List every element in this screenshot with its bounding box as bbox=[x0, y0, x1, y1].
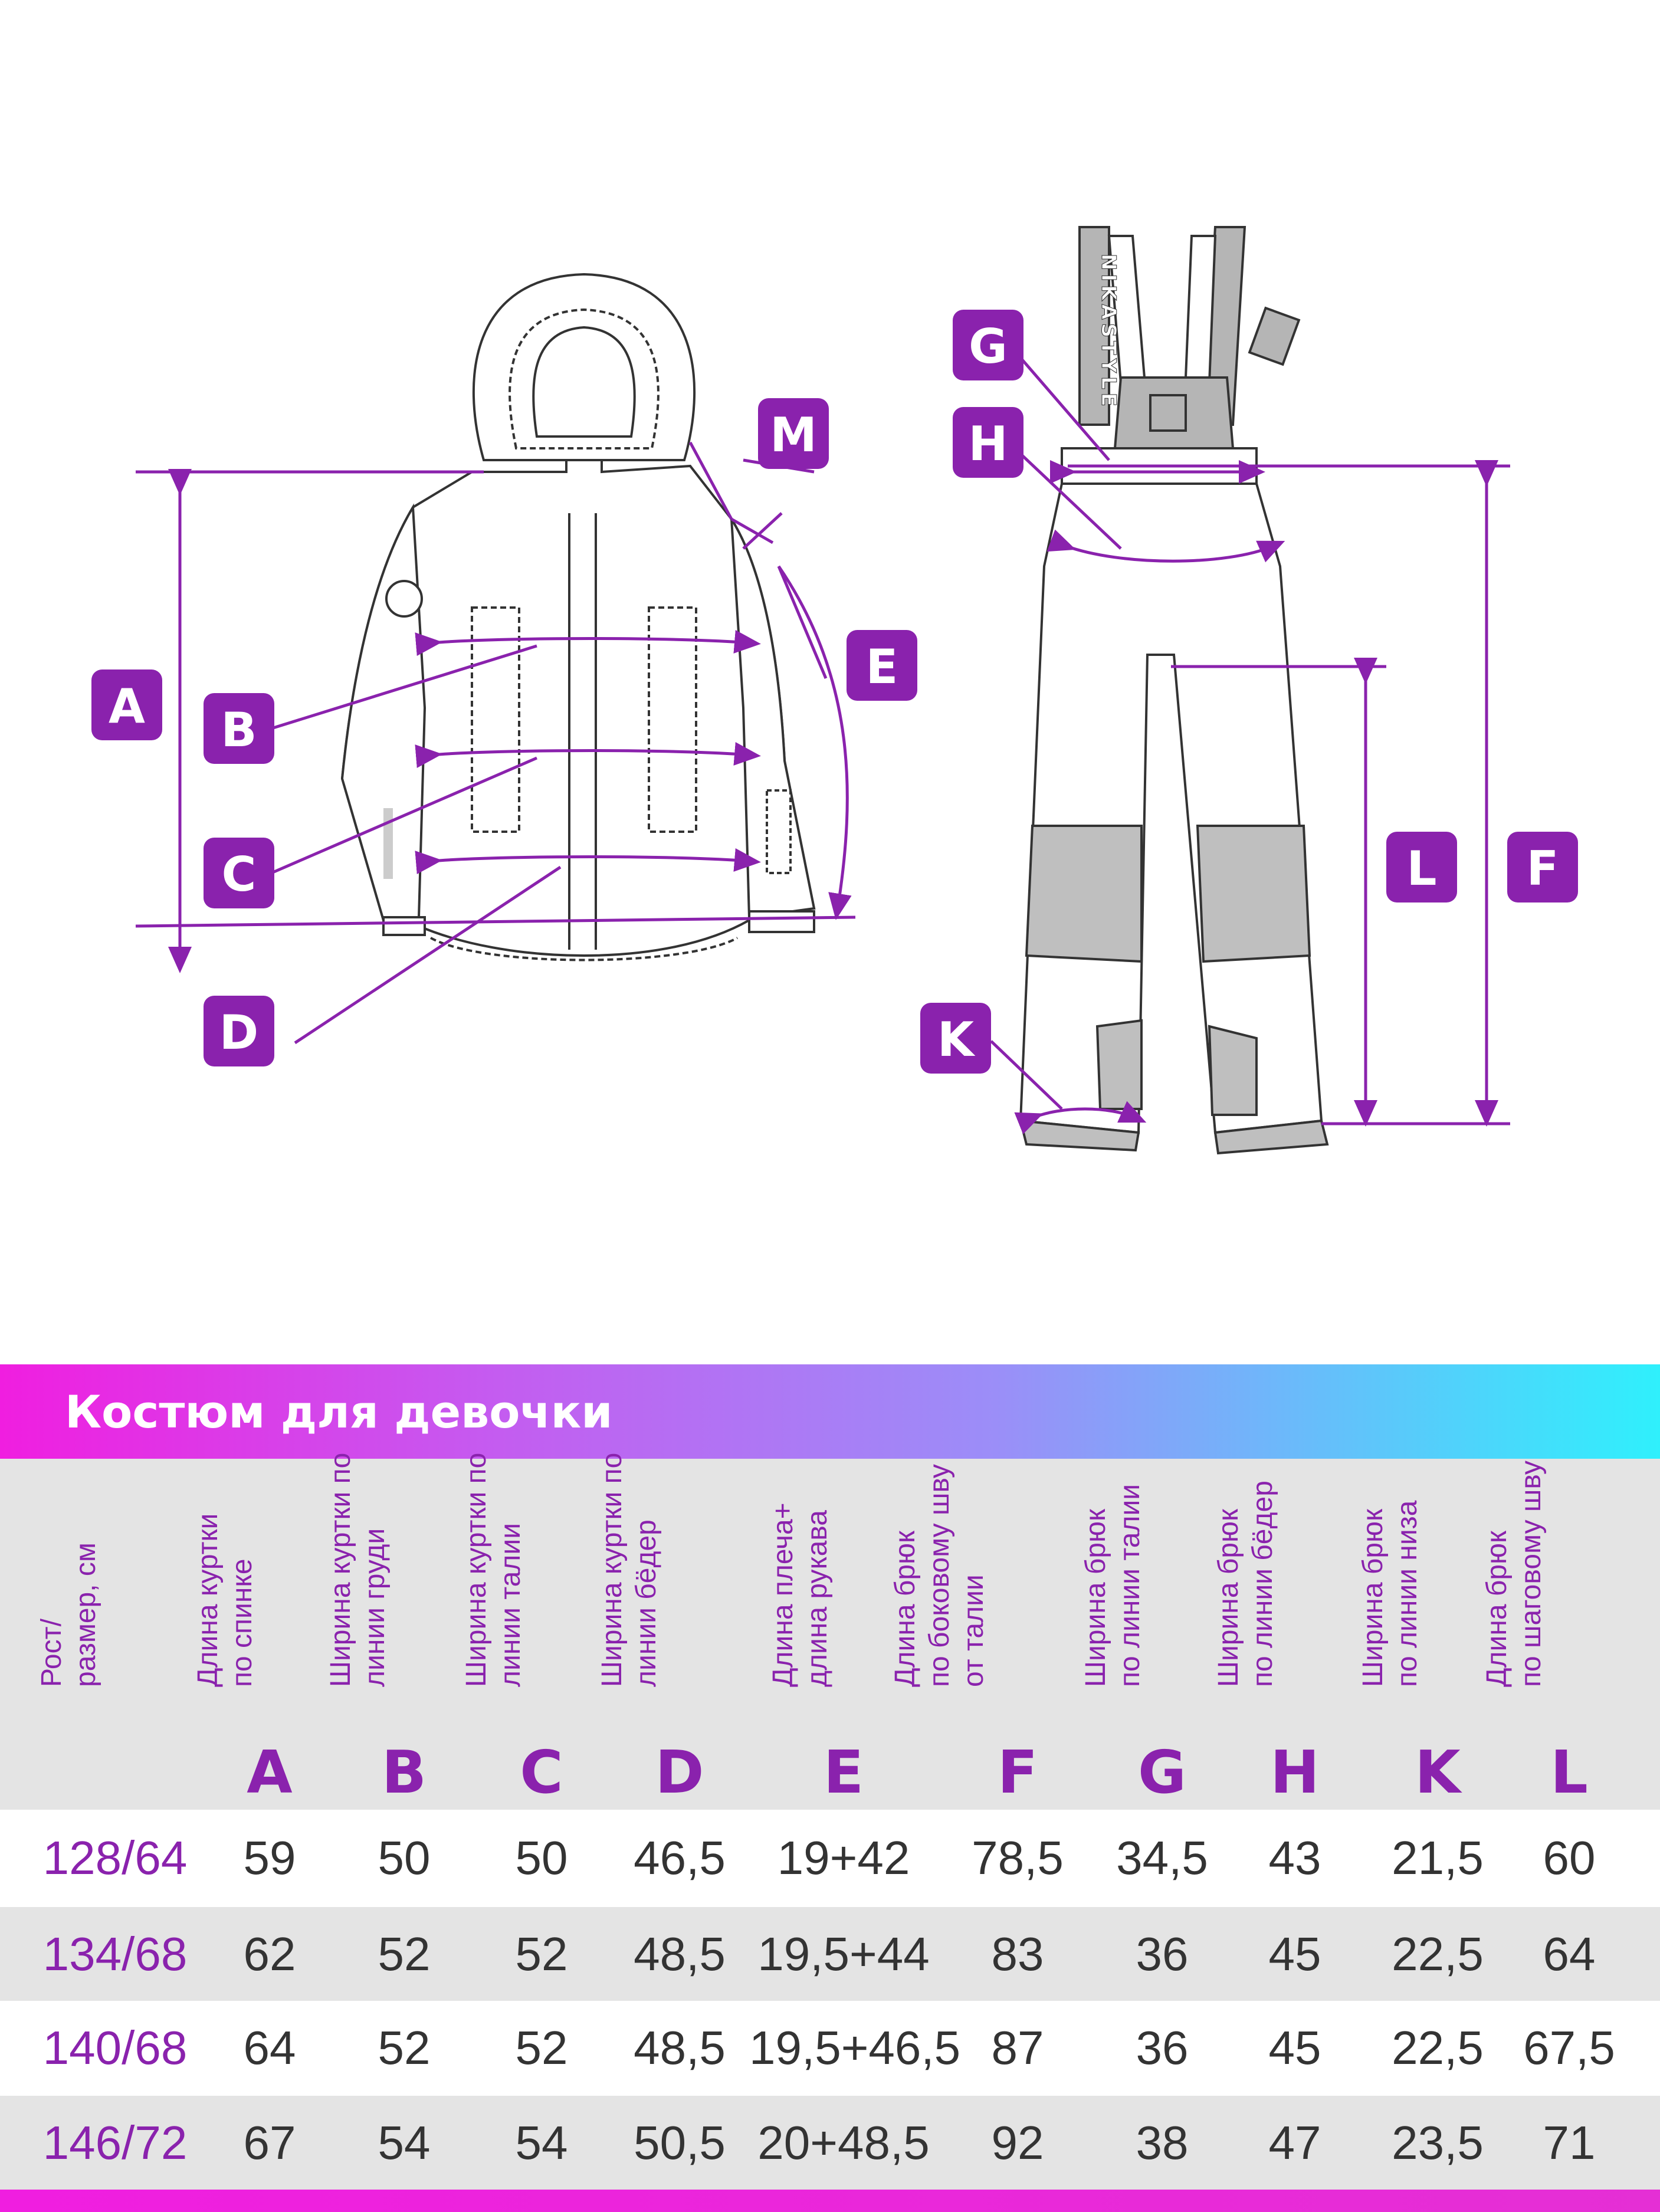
table-row bbox=[0, 2001, 1660, 2095]
cell-b: 52 bbox=[378, 2021, 431, 2074]
col-h-letter: H bbox=[1270, 1738, 1320, 1807]
table-row bbox=[0, 2096, 1660, 2190]
cell-g: 38 bbox=[1136, 2116, 1189, 2169]
col-d-desc: Ширина куртки по линии бёдер bbox=[596, 1452, 662, 1687]
col-a-desc: Длина куртки по спинке bbox=[192, 1513, 258, 1687]
cell-k: 22,5 bbox=[1392, 2021, 1484, 2074]
cell-d: 46,5 bbox=[634, 1832, 726, 1884]
cell-a: 62 bbox=[243, 1928, 296, 1980]
col-h-desc: Ширина брюк по линии бёдер bbox=[1213, 1481, 1278, 1687]
cell-k: 22,5 bbox=[1392, 1928, 1484, 1980]
cell-e: 20+48,5 bbox=[757, 2116, 930, 2169]
row-size: 134/68 bbox=[42, 1928, 188, 1980]
col-d-letter: D bbox=[655, 1738, 704, 1807]
col-g-letter: G bbox=[1137, 1738, 1187, 1807]
cell-f: 83 bbox=[991, 1928, 1044, 1980]
cell-l: 60 bbox=[1543, 1832, 1596, 1884]
cell-d: 50,5 bbox=[634, 2116, 726, 2169]
col-l-desc: Длина брюк по шаговому шву bbox=[1481, 1461, 1547, 1687]
row-size: 146/72 bbox=[42, 2116, 188, 2169]
brand-text: NIKASTYLE bbox=[1097, 254, 1120, 410]
badge-m-text: M bbox=[770, 408, 817, 462]
table-title: Костюм для девочки bbox=[65, 1386, 613, 1438]
col-c-letter: C bbox=[520, 1738, 563, 1807]
badge-b-text: B bbox=[221, 703, 257, 757]
cell-c: 52 bbox=[515, 1928, 568, 1980]
cell-k: 23,5 bbox=[1392, 2116, 1484, 2169]
cell-e: 19,5+44 bbox=[757, 1928, 930, 1980]
col-k-letter: K bbox=[1415, 1738, 1461, 1807]
badge-h-text: H bbox=[968, 416, 1008, 471]
cell-l: 71 bbox=[1543, 2116, 1596, 2169]
col-g-desc: Ширина брюк по линии талии bbox=[1080, 1484, 1146, 1687]
cell-b: 52 bbox=[378, 1928, 431, 1980]
cell-g: 34,5 bbox=[1116, 1832, 1208, 1884]
table-row bbox=[0, 1907, 1660, 2001]
col-e-letter: E bbox=[823, 1738, 864, 1807]
col-e-desc: Длина плеча+ длина рукава bbox=[767, 1502, 833, 1687]
cell-h: 45 bbox=[1268, 2021, 1321, 2074]
cell-d: 48,5 bbox=[634, 1928, 726, 1980]
cell-a: 64 bbox=[243, 2021, 296, 2074]
cell-g: 36 bbox=[1136, 2021, 1189, 2074]
col-f-letter: F bbox=[997, 1738, 1038, 1807]
cell-h: 43 bbox=[1268, 1832, 1321, 1884]
cell-b: 50 bbox=[378, 1832, 431, 1884]
col-k-desc: Ширина брюк по линии низа bbox=[1357, 1500, 1423, 1687]
cell-c: 52 bbox=[515, 2021, 568, 2074]
badge-d-text: D bbox=[219, 1005, 259, 1060]
cell-f: 87 bbox=[991, 2021, 1044, 2074]
badge-e-text: E bbox=[865, 639, 898, 694]
cell-b: 54 bbox=[378, 2116, 431, 2169]
col-c-desc: Ширина куртки по линии талии bbox=[461, 1452, 526, 1687]
cell-a: 59 bbox=[243, 1832, 296, 1884]
col-f-desc: Длина брюк по боковому шву от талии bbox=[890, 1464, 989, 1687]
cell-g: 36 bbox=[1136, 1928, 1189, 1980]
col-b-letter: B bbox=[381, 1738, 427, 1807]
col-b-desc: Ширина куртки по линии груди bbox=[325, 1452, 391, 1687]
cell-f: 78,5 bbox=[972, 1832, 1064, 1884]
col-l-letter: L bbox=[1550, 1738, 1588, 1807]
table-row bbox=[0, 1811, 1660, 1905]
cell-a: 67 bbox=[243, 2116, 296, 2169]
cell-c: 54 bbox=[515, 2116, 568, 2169]
cell-e: 19+42 bbox=[777, 1832, 910, 1884]
cell-h: 45 bbox=[1268, 1928, 1321, 1980]
table-header bbox=[0, 1452, 1660, 1810]
col-a-letter: A bbox=[247, 1738, 293, 1807]
badge-l-text: L bbox=[1406, 841, 1437, 896]
badge-a-text: A bbox=[109, 679, 145, 734]
cell-d: 48,5 bbox=[634, 2021, 726, 2074]
cell-l: 64 bbox=[1543, 1928, 1596, 1980]
pants-drawing bbox=[1021, 227, 1327, 1153]
cell-f: 92 bbox=[991, 2116, 1044, 2169]
cell-k: 21,5 bbox=[1392, 1832, 1484, 1884]
cell-h: 47 bbox=[1268, 2116, 1321, 2169]
row-size: 140/68 bbox=[42, 2021, 188, 2074]
badge-f-text: F bbox=[1526, 841, 1559, 896]
size-header: Рост/ размер, см bbox=[36, 1543, 101, 1687]
footer-bar bbox=[0, 2190, 1660, 2212]
cell-e: 19,5+46,5 bbox=[749, 2021, 961, 2074]
badge-k-text: K bbox=[937, 1012, 974, 1067]
cell-l: 67,5 bbox=[1523, 2021, 1615, 2074]
cell-c: 50 bbox=[515, 1832, 568, 1884]
badge-c-text: C bbox=[221, 847, 257, 902]
badge-g-text: G bbox=[969, 319, 1008, 374]
row-size: 128/64 bbox=[42, 1832, 188, 1884]
